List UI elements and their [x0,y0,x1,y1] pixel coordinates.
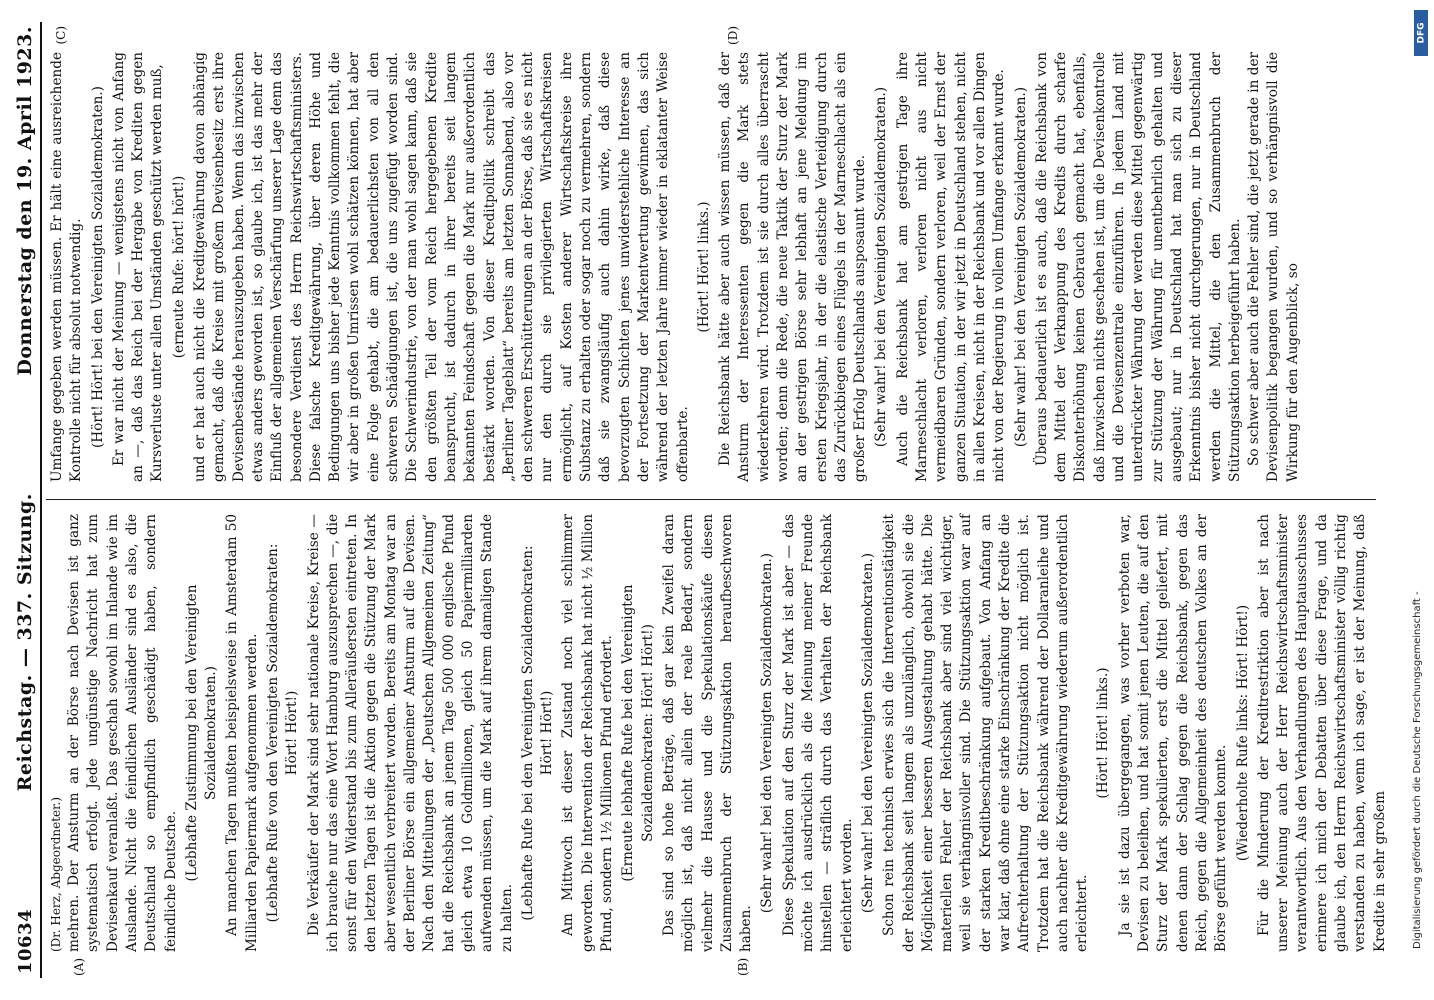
interjection: (Hört! Hört! links.) [1095,667,1112,799]
paragraph: Die Reichsbank hätte aber auch wissen müssen, daß der Ansturm der Interessenten gegen die Mark stets wiederkehren wird. Trotzdem ist sie durch alles überrascht worden; denn die Rede, die neue Taktik der Sturz der Mark an der gestrigen Börse sehr lebhaft an jene Meldung im ersten Kriegsjahr, in der die elastische Verteidigung durch das Zurückbiegen eines Flügels in der Marneschlacht als ein großer Erfolg Deutschlands ausposaunt wurde. [717,52,869,482]
paragraph: Er war nicht der Meinung — wenigstens nicht von Anfang an —, daß das Reich bei der Hergabe von Krediten gegen Kursverluste unter allen Umständen geschützt werden muß, [110,52,166,482]
interjection: (Lebhafte Rufe bei den Vereinigten Sozialdemokraten: Hört! Hört!) [519,545,556,921]
dfg-logo: DFG [1414,10,1428,56]
paragraph: Ja sie ist dazu übergegangen, was vorher verboten war, Devisen zu beleihen, und hat somit jenen Leuten, die auf den Sturz der Mark spekulierten, erst die Mittel geliefert, mit denen dann der Schlag gegen die Reichsbank, gegen das Reich, gegen die Allgemeinheit des deutschen Volkes an der Börse geführt werden konnte. [1116,514,1230,952]
margin-mark-d: (D) [726,26,740,45]
paragraph: An manchen Tagen mußten beispielsweise in Amsterdam 50 Milliarden Papiermark aufgenommen werden. [224,514,260,952]
left-column [46,500,1388,978]
session-date: Donnerstag den 19. April 1923. [14,26,36,376]
interjection: (Sehr wahr! bei den Vereinigten Sozialdemokraten.) [859,552,876,914]
interjection: (Erneute lebhafte Rufe bei den Vereinigten Sozialdemokraten: Hört! Hört!) [620,584,656,882]
paragraph: Für die Minderung der Kreditrestriktion aber ist nach unserer Meinung auch der Herr Reichswirtschaftsminister verantwortlich. Aus den Verhandlungen des Hauptausschusses erinnere ich mich der Debatten über diese Frage, und da glaube ich, den Herrn Reichswirtschaftsminister völlig richtig verstanden zu haben, wenn ich sage, er ist der Meinung, daß Kredite in sehr großem [1255,514,1388,952]
interjection: (Hört! Hört! links.) [695,201,712,333]
paragraph: Diese Spekulation auf den Sturz der Mark ist aber — das möchte ich ausdrücklich als die Meinung meiner Freunde hinstellen — sträflich durch das Verhalten der Reichsbank erleichtert worden. [780,514,855,952]
interjection: (erneute Rufe: hört! hört!) [170,175,187,359]
paragraph: So schwer aber auch die Fehler sind, die jetzt gerade in der Devisenpolitik begangen wurden, und so verhängnisvoll die Wirkung für den Augenblick, so [1246,52,1301,482]
paragraph: Überaus bedauerlich ist es auch, daß die Reichsbank von dem Mittel der Verknappung des Kredits durch scharfe Diskonterhöhung keinen Gebrauch gemacht hat, ebenfalls, daß inzwischen nichts geschehen ist, um die Devisenkontrolle und die Devisenzentrale einzuführen. In jedem Land mit unterdrückter Währung der werden diese Mittel gegenwärtig zur Stützung der Währung für unentbehrlich gehalten und ausgebaut; nur in Deutschland hat man sich zu dieser Erkenntnis bisher nicht durchgerungen, nur in Deutschland werden die Mittel, die den Zusammenbruch der Stützungsaktion herbeigeführt haben. [1033,52,1243,482]
interjection: (Sehr wahr! bei den Vereinigten Sozialdemokraten.) [1012,86,1029,448]
margin-mark-a: (A) [72,957,86,976]
interjection: (Lebhafte Zustimmung bei den Vereinigten Sozialdemokraten.) [183,584,220,882]
paragraph: Das sind so hohe Beträge, daß gar kein Zweifel daran möglich ist, daß nicht allein der reale Bedarf, sondern vielmehr die Hausse und die Spekulationskäufe diesen Zusammenbruch der Stützungsaktion heraufbeschworen haben. [660,514,755,952]
text-columns [46,22,1388,978]
paragraph: Schon rein technisch erwies sich die Interventionstätigkeit der Reichsbank seit langem als unzulänglich, obwohl sie die Möglichkeit einer besseren Ausgestaltung gehabt hätte. Die materiellen Fehler der Reichsbank aber sind viel wichtiger, weil sie verhängnisvoller sind. Die Stützungsaktion war auf der starken Kreditbeschränkung aufgebaut. Von Anfang an war klar, daß ohne eine starke Einschränkung der Kredite die Aufrechterhaltung der Stützungsaktion nicht möglich ist. Trotzdem hat die Reichsbank während der Dollaranleihe und auch nachher die Kreditgewährung wiederum außerordentlich erleichtert. [881,514,1091,952]
right-column [46,22,1376,500]
speaker-line: (Dr. Herz, Abgeordneter.) [49,796,63,952]
digitization-note: Digitalisierung gefördert durch die Deutsche Forschungsgemeinschaft - [1412,591,1423,949]
interjection: (Wiederholte Rufe links: Hört! Hört!) [1234,604,1251,862]
paragraph: und er hat auch nicht die Kreditgewährung davon abhängig gemacht, daß die Kreise mit großem Devisenbesitz erst ihre Devisenbestände herauszugeben haben. Wenn das inzwischen etwas anders geworden ist, so glaube ich, ist das mehr der Einfluß der allgemeinen Verschärfung unserer Lage denn das besondere Verdienst des Herrn Reichswirtschaftsministers. Diese falsche Kreditgewährung, über deren Höhe und Bedingungen uns bisher jede Kenntnis vollkommen fehlt, die wir aber in großen Umrissen wohl schätzen können, hat aber eine Folge gehabt, die am bedauerlichsten von all den schweren Schädigungen ist, die uns zugefügt worden sind. Die Schwerindustrie, von der man wohl sagen kann, daß sie den größten Teil der vom Reich hergegebenen Kredite beansprucht, ist dadurch in ihrer bereits seit langem bekannten Feindschaft gegen die Mark nur außerordentlich bestärkt worden. Von dieser Kreditpolitik schreibt das „Berliner Tageblatt“ bereits am letzten Sonnabend, also vor den schweren Erschütterungen an der Börse, daß sie es nicht nur den durch sie privilegierten Wirtschaftskreisen ermöglicht, auf Kosten anderer Wirtschaftskreise ihre Substanz zu erhalten oder sogar noch zu vermehren, sondern daß sie zwangsläufig auch dahin wirke, daß diese bevorzugten Schichten jenes unwiderstehliche Interesse an der Fortsetzung der Markentwertung gewinnen, das sich während der letzten Jahre immer wieder in eklatanter Weise offenbarte. [192,52,691,482]
page-number: 10634 [15,908,36,974]
paragraph: Am Mittwoch ist dieser Zustand noch viel schlimmer geworden. Die Intervention der Reichsbank hat nicht ½ Million Pfund, sondern 1½ Millionen Pfund erfordert. [560,514,616,952]
paragraph: Auch die Reichsbank hat am gestrigen Tage ihre Marneschlacht verloren, verloren nicht aus nicht vermeidbaren Gründen, sondern verloren, weil der Ernst der ganzen Situation, in der wir jetzt in Deutschland stehen, nicht in allen Kreisen, nicht in der Reichsbank und vor allen Dingen nicht von der Regierung in vollem Umfange erkannt wurde. [894,52,1008,482]
paragraph: Umfange gegeben werden müssen. Er hält eine ausreichende Kontrolle nicht für absolut notwendig. [49,52,85,482]
paragraph: mehren. Der Ansturm an der Börse nach Devisen ist ganz systematisch erfolgt. Jede ungünstige Nachricht hat zum Devisenkauf veranlaßt. Das geschah sowohl im Inlande wie im Auslande. Nicht die feindlichen Ausländer sind es also, die Deutschland so empfindlich geschädigt haben, sondern feindliche Deutsche. [66,514,179,952]
paragraph: Die Verkäufer der Mark sind sehr nationale Kreise, Kreise — ich brauche nur das eine Wort Hamburg auszusprechen —, die sonst für den Widerstand bis zum Alleräußersten eintreten. In den letzten Tagen ist die Aktion gegen die Stützung der Mark aber wesentlich verbreitert worden. Bereits am Montag war an der Berliner Börse ein allgemeiner Ansturm auf die Devisen. Nach den Mitteilungen der „Deutschen Allgemeinen Zeitung“ hat die Reichsbank an jenem Tage 500 000 englische Pfund gleich etwa 10 Goldmillionen, gleich 50 Papiermilliarden aufwenden müssen, um die Mark auf ihrem damaligen Stande zu halten. [305,514,515,952]
interjection: (Sehr wahr! bei den Vereinigten Sozialdemokraten.) [759,552,776,914]
side-note [1410,10,1430,990]
page-header [14,22,42,978]
interjection: (Hört! Hört! bei den Vereinigten Sozialdemokraten.) [89,86,106,449]
interjection: (Lebhafte Rufe von den Vereinigten Sozialdemokraten: Hört! Hört!) [265,543,301,923]
margin-mark-b: (B) [736,957,750,976]
interjection: (Sehr wahr! bei den Vereinigten Sozialdemokraten.) [873,86,890,448]
margin-mark-c: (C) [54,26,68,45]
page-title: Reichstag. — 337. Sitzung. [14,493,36,792]
